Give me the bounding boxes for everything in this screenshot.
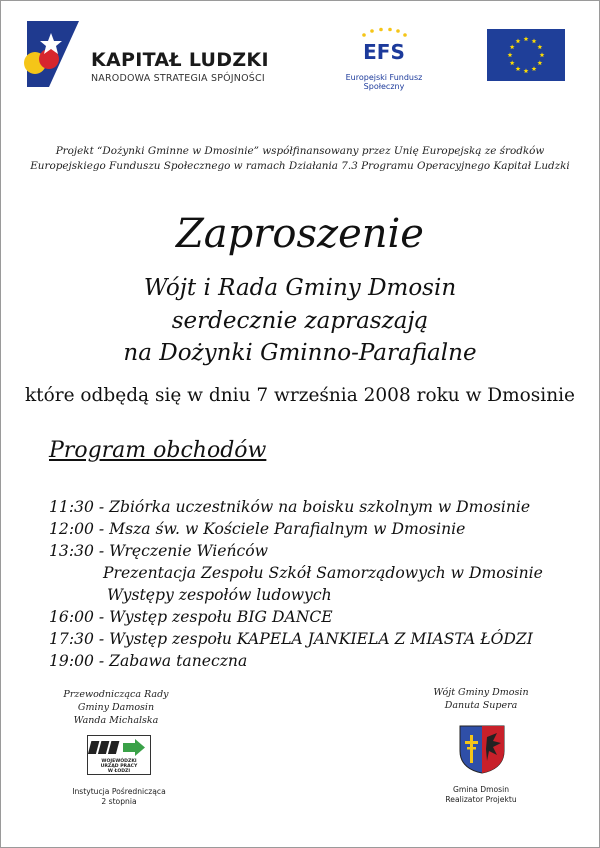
left-caption-line-1: Instytucja Pośrednicząca (72, 787, 166, 796)
right-signature-line-1: Wójt Gminy Dmosin (433, 687, 529, 698)
right-caption-line-1: Gmina Dmosin (452, 785, 510, 794)
program-item: Prezentacja Zespołu Szkół Samorządowych w Dmosinie (103, 564, 543, 582)
right-signature (411, 686, 551, 712)
program-item: 19:00 - Zabawa taneczna (49, 652, 248, 670)
program-item: 16:00 - Występ zespołu BIG DANCE (49, 608, 333, 626)
efs-logo-text: EFS (363, 40, 405, 64)
kapital-ludzki-title: KAPITAŁ LUDZKI (91, 49, 269, 71)
kapital-ludzki-subtitle: NARODOWA STRATEGIA SPÓJNOŚCI (91, 73, 265, 84)
left-signature-line-1: Przewodnicząca Rady (63, 689, 169, 700)
efs-logo (329, 27, 439, 91)
efs-stars-icon (354, 27, 414, 67)
event-date-line: które odbędą się w dniu 7 września 2008 roku w Dmosinie (24, 385, 576, 406)
intro-line-2: Europejskiego Funduszu Społecznego w ramach Działania 7.3 Programu Operacyjnego Kapitał Ludzki (30, 160, 570, 172)
program-item: 11:30 - Zbiórka uczestników na boisku szkolnym w Dmosinie (49, 498, 531, 516)
wup-lodz-logo (87, 735, 151, 775)
program-item: 17:30 - Występ zespołu KAPELA JANKIELA Z MIASTA ŁÓDZI (49, 630, 533, 648)
invitation-line-2: serdecznie zapraszają (171, 308, 429, 334)
invitation-line-1: Wójt i Rada Gminy Dmosin (143, 275, 457, 301)
intro-line-1: Projekt “Dożynki Gminne w Dmosinie” współfinansowany przez Unię Europejską ze środków (55, 145, 545, 157)
dmosin-coat-of-arms-icon (457, 723, 507, 775)
program-item: Występy zespołów ludowych (107, 586, 332, 604)
svg-text:W ŁODZI: W ŁODZI (107, 769, 131, 774)
right-caption (421, 785, 541, 805)
kapital-ludzki-emblem-icon (21, 19, 83, 89)
right-signature-line-2: Danuta Supera (444, 700, 518, 711)
left-caption-line-2: 2 stopnia (101, 797, 137, 806)
kapital-ludzki-logo (21, 19, 281, 89)
efs-subtitle: Europejski Fundusz Społeczny (345, 73, 423, 91)
left-signature (41, 688, 191, 727)
invitation-line-3: na Dożynki Gminno-Parafialne (123, 340, 477, 366)
program-item: 12:00 - Msza św. w Kościele Parafialnym w Dmosinie (49, 520, 466, 538)
right-caption-line-2: Realizator Projektu (445, 795, 517, 804)
left-caption (61, 787, 177, 807)
project-intro (21, 144, 579, 174)
left-signature-line-3: Wanda Michalska (73, 715, 159, 726)
svg-text:WOJEWÓDZKI: WOJEWÓDZKI (101, 759, 137, 764)
left-signature-line-2: Gminy Damosin (77, 702, 155, 713)
document-title: Zaproszenie (176, 211, 424, 257)
eu-flag-icon (487, 29, 565, 81)
svg-text:URZĄD PRACY: URZĄD PRACY (100, 764, 138, 769)
program-item: 13:30 - Wręczenie Wieńców (49, 542, 269, 560)
program-heading: Program obchodów (49, 438, 267, 463)
